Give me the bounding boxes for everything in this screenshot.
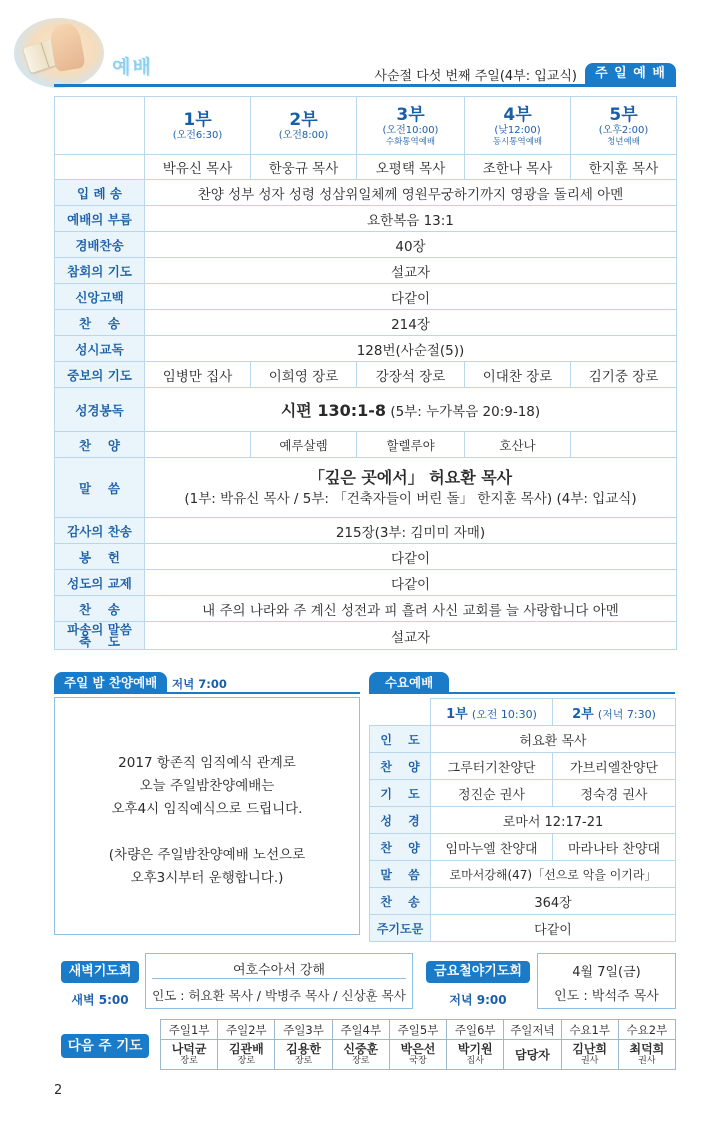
order-value: 설교자	[145, 622, 677, 650]
scripture-row	[55, 388, 677, 432]
order-value: 214장	[145, 310, 677, 336]
service-4: 4부 (낮12:00) 동시통역예배	[465, 97, 571, 155]
order-label: 중보의 기도	[55, 362, 145, 388]
scripture-main: 시편 130:1-8	[280, 401, 387, 420]
intercession-row	[55, 362, 677, 388]
evening-rule	[54, 692, 360, 694]
dawn-prayer-title: 여호수아서 강해	[232, 963, 326, 978]
prayer-person: 김관배 장로	[218, 1040, 275, 1070]
intercessor: 강장석 장로	[357, 362, 465, 388]
service-times-row	[55, 97, 677, 155]
order-label: 참회의 기도	[55, 258, 145, 284]
scripture-extra: (5부: 누가복음 20:9-18)	[390, 404, 541, 420]
wed-row: 주기도문 다같이	[370, 915, 676, 942]
friday-prayer-time: 저녁 9:00	[449, 993, 507, 1007]
leader-2: 한웅규 목사	[251, 155, 357, 180]
order-row	[55, 206, 677, 232]
order-value: 내 주의 나라와 주 계신 성전과 피 흘려 사신 교회를 늘 사랑합니다 아멘	[145, 596, 677, 622]
choir-row	[55, 432, 677, 458]
service-5: 5부 (오후2:00) 청년예배	[571, 97, 677, 155]
intercessor: 이대찬 장로	[465, 362, 571, 388]
order-label: 찬 송	[55, 596, 145, 622]
order-value: 찬양 성부 성자 성령 성삼위일체께 영원무궁하기까지 영광을 돌리세 아멘	[145, 180, 677, 206]
wed-row: 성 경 로마서 12:17-21	[370, 807, 676, 834]
wed-header-row	[370, 699, 676, 726]
order-value: 다같이	[145, 284, 677, 310]
friday-prayer-leader: 인도 : 박석주 목사	[554, 989, 659, 1004]
sunday-worship-badge: 주 일 예 배	[585, 63, 676, 85]
wednesday-table	[369, 698, 676, 942]
intercessor: 김기중 장로	[571, 362, 677, 388]
section-title: 예배	[112, 56, 153, 78]
evening-time: 저녁 7:00	[172, 677, 227, 691]
next-week-slots-row: 주일1부 주일2부 주일3부 주일4부 주일5부 주일6부 주일저녁 수요1부 수요2부	[161, 1020, 676, 1040]
page-header	[0, 0, 715, 90]
order-value: 128번(사순절(5))	[145, 336, 677, 362]
prayer-person: 김난희 권사	[561, 1040, 618, 1070]
next-week-names-row	[161, 1040, 676, 1070]
order-label: 찬 송	[55, 310, 145, 336]
order-label: 찬 양	[55, 432, 145, 458]
leader-5: 한지훈 목사	[571, 155, 677, 180]
prayer-person: 신중훈 장로	[332, 1040, 389, 1070]
order-row	[55, 232, 677, 258]
order-value: 설교자	[145, 258, 677, 284]
order-value: 다같이	[145, 570, 677, 596]
dawn-prayer-badge: 새벽기도회	[61, 961, 139, 983]
sermon-title: 「깊은 곳에서」 허요환 목사	[308, 467, 513, 487]
next-week-prayer-table	[160, 1019, 676, 1070]
choir-song: 호산나	[465, 432, 571, 458]
sermon-note: (1부: 박유신 목사 / 5부: 「건축자들이 버린 돌」 한지훈 목사) (4부: 입교식)	[184, 490, 637, 507]
prayer-person: 박은선 국장	[389, 1040, 446, 1070]
friday-prayer-badge: 금요철야기도회	[426, 961, 530, 983]
order-label: 성시교독	[55, 336, 145, 362]
wed-service-1: 1부 (오전 10:30)	[431, 699, 553, 726]
wednesday-badge: 수요예배	[369, 672, 449, 693]
prayer-person: 김용한 장로	[275, 1040, 332, 1070]
leader-4: 조한나 목사	[465, 155, 571, 180]
order-row	[55, 258, 677, 284]
wed-row: 찬 송 364장	[370, 888, 676, 915]
leaders-row	[55, 155, 677, 180]
order-row	[55, 518, 677, 544]
evening-worship-badge: 주일 밤 찬양예배	[54, 672, 167, 693]
order-row	[55, 570, 677, 596]
service-1: 1부 (오전6:30)	[145, 97, 251, 155]
wed-row: 기 도 정진순 권사 정숙경 권사	[370, 780, 676, 807]
order-label: 말 씀	[55, 458, 145, 518]
prayer-person: 최덕희 권사	[618, 1040, 675, 1070]
choir-song: 할렐루야	[357, 432, 465, 458]
order-value: 215장(3부: 김미미 자매)	[145, 518, 677, 544]
order-label: 봉 헌	[55, 544, 145, 570]
order-row	[55, 336, 677, 362]
leader-1: 박유신 목사	[145, 155, 251, 180]
order-label: 성도의 교제	[55, 570, 145, 596]
wed-service-2: 2부 (저녁 7:30)	[553, 699, 676, 726]
order-row	[55, 180, 677, 206]
evening-notice: 2017 항존직 임직예식 관계로 오늘 주일밤찬양예배는 오후4시 임직예식으로 드립니다. (차량은 주일밤찬양예배 노선으로 오후3시부터 운행합니다.)	[108, 755, 306, 886]
service-2: 2부 (오전8:00)	[251, 97, 357, 155]
order-label: 감사의 찬송	[55, 518, 145, 544]
order-label: 신앙고백	[55, 284, 145, 310]
friday-prayer-date: 4월 7일(금)	[572, 965, 641, 980]
wed-row: 인 도 허요환 목사	[370, 726, 676, 753]
sunday-worship-table	[54, 96, 677, 650]
wed-row: 말 씀 로마서강해(47)「선으로 악을 이기라」	[370, 861, 676, 888]
header-rule	[54, 84, 676, 87]
intercessor: 임병만 집사	[145, 362, 251, 388]
order-label: 예배의 부름	[55, 206, 145, 232]
scripture-reading	[145, 388, 677, 432]
dawn-prayer-time: 새벽 5:00	[71, 993, 129, 1007]
leader-3: 오평택 목사	[357, 155, 465, 180]
order-row	[55, 284, 677, 310]
prayer-person: 담당자	[504, 1040, 561, 1070]
wednesday-rule	[369, 692, 675, 694]
order-label: 경배찬송	[55, 232, 145, 258]
order-label: 입 례 송	[55, 180, 145, 206]
prayer-person: 박기원 집사	[447, 1040, 504, 1070]
wed-row: 찬 양 그루터기찬양단 가브리엘찬양단	[370, 753, 676, 780]
order-label: 성경봉독	[55, 388, 145, 432]
order-value: 요한복음 13:1	[145, 206, 677, 232]
corner-cell	[55, 97, 145, 155]
page-number: 2	[54, 1083, 63, 1098]
sermon-row	[55, 458, 677, 518]
header-subtitle: 사순절 다섯 번째 주일(4부: 입교식)	[374, 69, 577, 84]
prayer-person: 나덕균 장로	[161, 1040, 218, 1070]
order-row	[55, 596, 677, 622]
intercessor: 이희영 장로	[251, 362, 357, 388]
service-3: 3부 (오전10:00) 수화통역예배	[357, 97, 465, 155]
dawn-prayer-leaders: 인도 : 허요환 목사 / 박병주 목사 / 신상훈 목사	[152, 988, 406, 1003]
order-row	[55, 544, 677, 570]
benediction-row	[55, 622, 677, 650]
sermon	[145, 458, 677, 518]
next-week-prayer-badge: 다음 주 기도	[61, 1034, 149, 1058]
choir-song: 예루살렘	[251, 432, 357, 458]
wed-row: 찬 양 임마누엘 찬양대 마라나타 찬양대	[370, 834, 676, 861]
order-row	[55, 310, 677, 336]
order-label: 파송의 말씀 축 도	[55, 622, 145, 650]
order-value: 다같이	[145, 544, 677, 570]
order-value: 40장	[145, 232, 677, 258]
